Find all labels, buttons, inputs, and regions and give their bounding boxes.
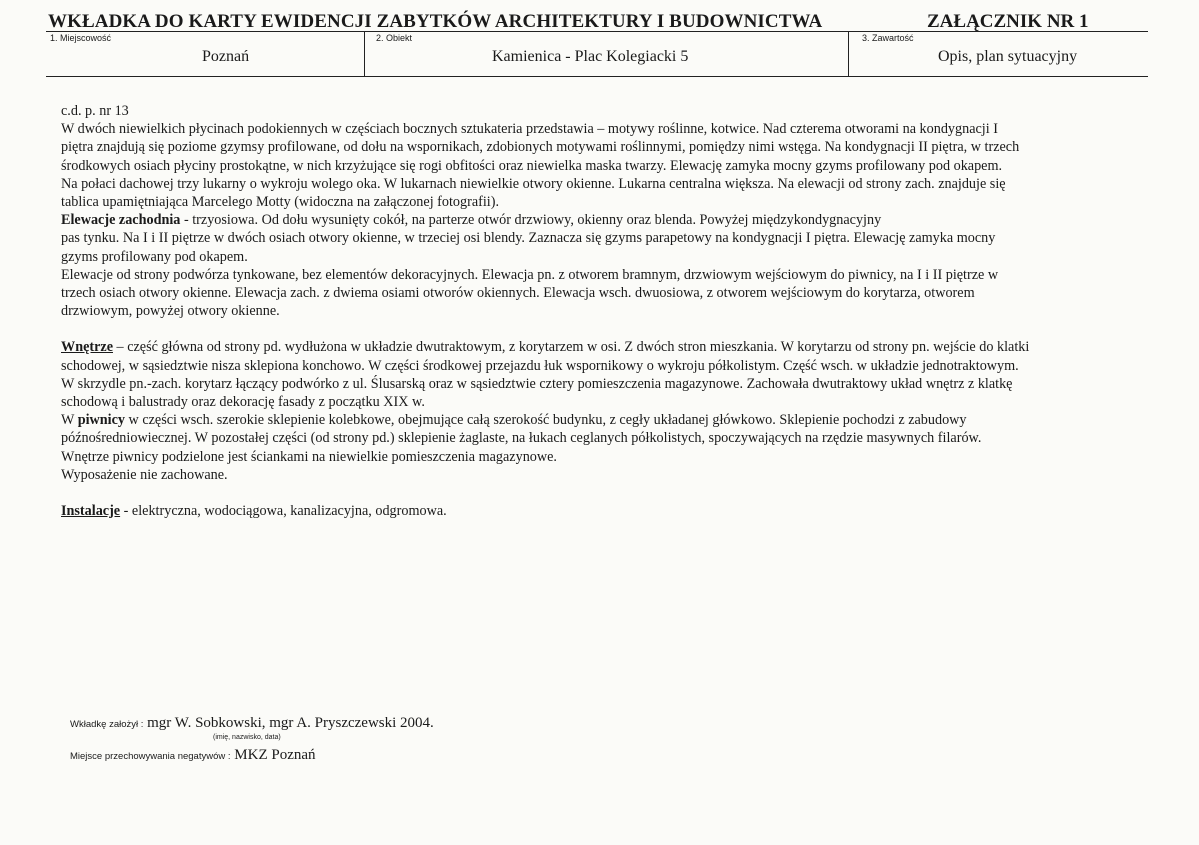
paragraph-gap (61, 484, 1133, 502)
footer (70, 714, 670, 763)
basement-text: w części wsch. szerokie sklepienie kolebkowe, obejmujące całą szerokość budynku, z cegły układanej główkowo. Sklepienie pochodzi z zabudowy (125, 412, 967, 429)
contents-label: 3. Zawartość (862, 33, 914, 43)
contents-value: Opis, plan sytuacyjny (938, 48, 1078, 65)
basement-line: Wnętrze piwnicy podzielone jest ściankami na niewielkie pomieszczenia magazynowe. (61, 448, 557, 465)
header-cell-locality (46, 31, 364, 76)
interior-heading: Wnętrze (61, 339, 113, 356)
header-cell-contents (848, 31, 1148, 76)
interior-line: schodowej, w sąsiedztwie nisza sklepiona konchowo. W części środkowej przejazdu łuk wspornikowy o wykroju półkolistym. Część wsch. w układzie jednotraktowym. (61, 357, 1019, 374)
basement-line (61, 411, 1133, 429)
basement-prefix: W (61, 412, 78, 429)
locality-value: Poznań (202, 48, 250, 65)
facade-line: Na połaci dachowej trzy lukarny o wykroju wolego oka. W lukarnach niewielkie otwory okienne. Lukarna centralna większa. Na elewacji od strony zach. znajduje się (61, 175, 1006, 192)
interior-line (61, 338, 1133, 356)
installations-line (61, 502, 1133, 520)
west-elevation-line: gzyms profilowany pod okapem. (61, 248, 248, 265)
storage-value: MKZ Poznań (230, 747, 316, 763)
document-title: WKŁADKA DO KARTY EWIDENCJI ZABYTKÓW ARCHITEKTURY I BUDOWNICTWA (48, 11, 823, 32)
author-label: Wkładkę założył : (70, 719, 144, 730)
annex-number: ZAŁĄCZNIK NR 1 (927, 11, 1089, 32)
locality-label: 1. Miejscowość (50, 33, 112, 43)
storage-row (70, 746, 316, 764)
basement-line: Wyposażenie nie zachowane. (61, 466, 228, 483)
object-value: Kamienica - Plac Kolegiacki 5 (492, 48, 689, 65)
continuation-note: c.d. p. nr 13 (61, 103, 129, 119)
author-value: mgr W. Sobkowski, mgr A. Pryszczewski 2004. (143, 715, 434, 731)
paragraph-gap (61, 320, 1133, 338)
interior-line: W skrzydle pn.-zach. korytarz łączący podwórko z ul. Ślusarską oraz w sąsiedztwie cztery pomieszczenia magazynowe. Zachowała dwutraktowy układ wnętrz z klatkę (61, 375, 1013, 392)
installations-text: - elektryczna, wodociągowa, kanalizacyjna, odgromowa. (120, 503, 447, 520)
courtyard-line: drzwiowym, powyżej otwory okienne. (61, 303, 280, 320)
courtyard-line: trzech osiach otwory okienne. Elewacja zach. z dwiema osiami otworów okiennych. Elewacja wsch. dwuosiowa, z otworem wejściowym do korytarza, otworem (61, 285, 975, 302)
facade-line: środkowych osiach płyciny prostokątne, w nich krzyżujące się rogi obfitości oraz niewielka maska twarzy. Elewację zamyka mocny gzyms profilowany pod okapem. (61, 157, 1003, 174)
basement-line: późnośredniowiecznej. W pozostałej części (od strony pd.) sklepienie żaglaste, na łukach ceglanych półkolistych, spoczywających na rzędzie masywnych filarów. (61, 430, 982, 447)
west-elevation-line: pas tynku. Na I i II piętrze w dwóch osiach otwory okienne, w trzeciej osi blendy. Zaznacza się gzyms parapetowy na kondygnacji I piętra. Elewację zamyka mocny (61, 230, 996, 247)
header-bottom-rule (46, 76, 1148, 77)
basement-heading: piwnicy (77, 412, 125, 429)
object-label: 2. Obiekt (376, 33, 413, 43)
title-row (46, 11, 1146, 33)
interior-text: – część główna od strony pd. wydłużona w układzie dwutraktowym, z korytarzem w osi. Z dwóch stron mieszkania. W korytarzu od strony pn. wejście do klatki (113, 339, 1030, 356)
installations-heading: Instalacje (61, 503, 121, 520)
facade-line: piętra znajdują się poziome gzymsy profilowane, od dołu na wspornikach, zdobionych motywami roślinnymi, pomiędzy nimi wstęga. Na kondygnacji II piętra, w trzech (61, 139, 1020, 156)
storage-label: Miejsce przechowywania negatywów : (70, 751, 231, 762)
author-row (70, 714, 670, 741)
author-hint: (imię, nazwisko, data) (213, 734, 281, 741)
facade-line: tablica upamiętniająca Marcelego Motty (widoczna na załączonej fotografii). (61, 194, 500, 211)
courtyard-line: Elewacje od strony podwórza tynkowane, bez elementów dekoracyjnych. Elewacja pn. z otworem bramnym, drzwiowym wejściowym do piwnicy, na I i II piętrze w (61, 266, 999, 283)
header-cell-object (364, 31, 848, 76)
west-elevation-heading: Elewacje zachodnia (61, 212, 181, 229)
west-elevation-line (61, 211, 1133, 229)
west-elevation-text: - trzyosiowa. Od dołu wysunięty cokół, na parterze otwór drzwiowy, okienny oraz blenda. Powyżej międzykondygnacyjny (180, 212, 882, 229)
interior-line: schodową i balustrady oraz dekorację fasady z początku XIX w. (61, 394, 425, 411)
facade-line: W dwóch niewielkich płycinach podokiennych w częściach bocznych sztukateria przedstawia – motywy roślinne, kotwice. Nad czterema otworami na kondygnacji I (61, 121, 998, 138)
description-body (61, 102, 1133, 520)
